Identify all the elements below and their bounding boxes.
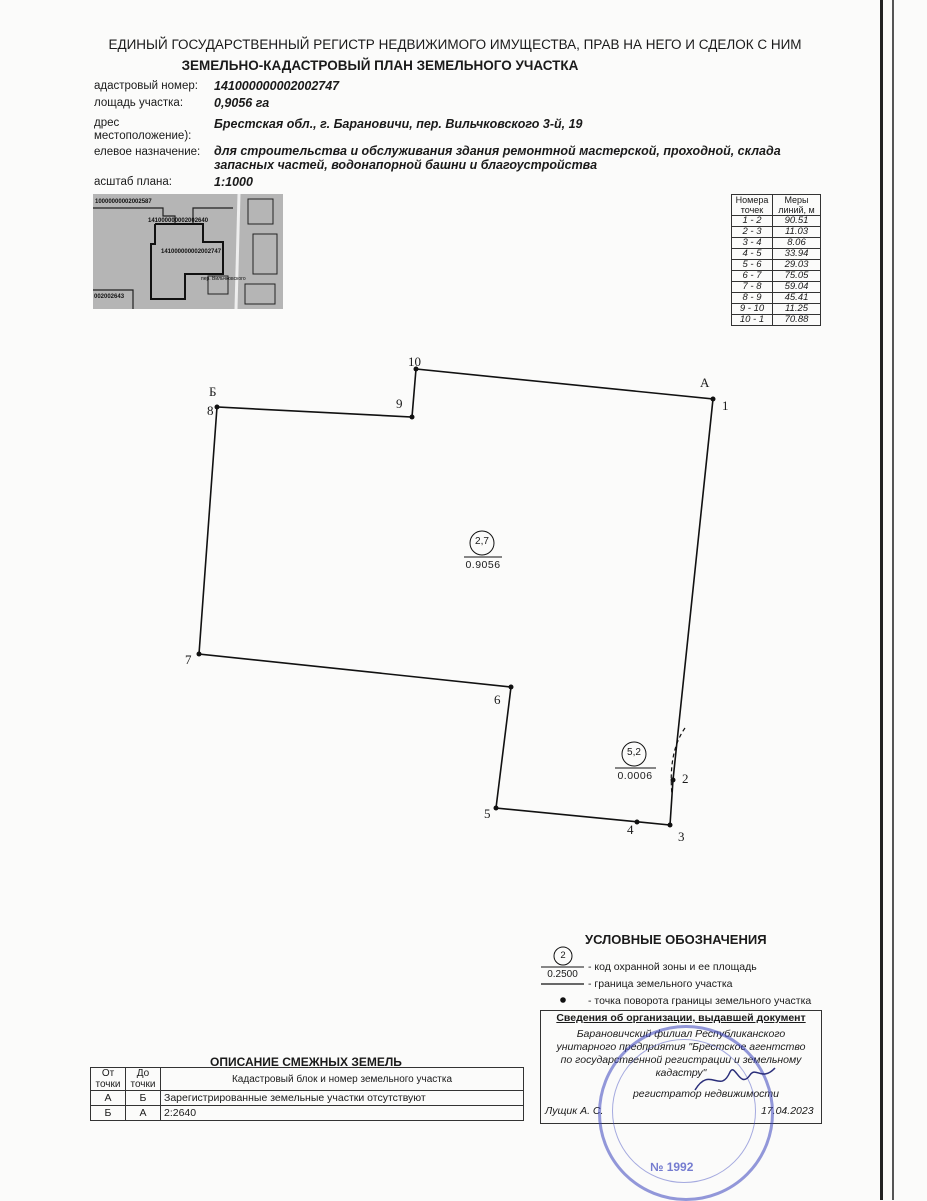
zone-main-code: 2,7	[475, 536, 489, 547]
point-label-3: 3	[678, 829, 685, 844]
length-cell: 45.41	[773, 293, 821, 304]
cadastral-number-value: 141000000002002747	[214, 79, 340, 93]
scale-label: асштаб плана:	[94, 176, 172, 188]
col-header-to: До точки	[126, 1068, 161, 1091]
point-label-8: 8	[207, 403, 214, 418]
points-cell: 10 - 1	[732, 315, 773, 326]
point-label-4: 4	[627, 822, 634, 837]
length-cell: 11.03	[773, 227, 821, 238]
purpose-value-cont: запасных частей, водонапорной башни и благоустройства	[214, 158, 598, 172]
scale-value: 1:1000	[214, 175, 253, 189]
length-cell: 8.06	[773, 238, 821, 249]
address-label-cont: местоположение):	[94, 130, 192, 142]
cadastral-cell: Зарегистрированные земельные участки отсутствуют	[161, 1091, 524, 1106]
boundary-point	[635, 820, 640, 825]
length-cell: 33.94	[773, 249, 821, 260]
inset-label-street: пер. Вильчковского	[201, 276, 246, 282]
inset-label-subject: 141000000002002747	[161, 249, 222, 255]
stamp-number: № 1992	[650, 1160, 694, 1174]
point-label-7: 7	[185, 652, 192, 667]
org-line: по государственной регистрации и земельному	[560, 1054, 802, 1066]
zone-small-code: 5,2	[627, 747, 641, 758]
legend-point-text: - точка поворота границы земельного участка	[588, 995, 812, 1007]
col-header-points: Номера точек	[732, 195, 773, 216]
points-cell: 7 - 8	[732, 282, 773, 293]
to-cell: А	[126, 1106, 161, 1121]
inset-label: 002002643	[94, 294, 125, 300]
point-label-9: 9	[396, 396, 403, 411]
cadastral-cell: 2:2640	[161, 1106, 524, 1121]
points-cell: 9 - 10	[732, 304, 773, 315]
registrar-role: регистратор недвижимости	[632, 1088, 780, 1100]
col-header-lengths: Меры линий, м	[773, 195, 821, 216]
inset-label: 141000000002002640	[148, 218, 209, 224]
zone-main-area: 0.9056	[465, 559, 501, 571]
points-cell: 5 - 6	[732, 260, 773, 271]
points-cell: 6 - 7	[732, 271, 773, 282]
adjacent-header-row	[91, 1068, 524, 1091]
table-row	[91, 1091, 524, 1106]
col-header-from: От точки	[91, 1068, 126, 1091]
adjacent-lands-title: ОПИСАНИЕ СМЕЖНЫХ ЗЕМЕЛЬ	[210, 1055, 402, 1069]
points-cell: 3 - 4	[732, 238, 773, 249]
adjacent-lands-table	[90, 1067, 524, 1121]
table-row	[91, 1106, 524, 1121]
area-label: лощадь участка:	[94, 97, 184, 109]
point-label-2: 2	[682, 771, 689, 786]
boundary-point	[671, 778, 676, 783]
legend-zone-text: - код охранной зоны и ее площадь	[588, 961, 757, 973]
letter-b-label: Б	[209, 384, 217, 399]
boundary-point	[197, 652, 202, 657]
issue-date: 17.04.2023	[761, 1105, 814, 1117]
registry-title: ЕДИНЫЙ ГОСУДАРСТВЕННЫЙ РЕГИСТР НЕДВИЖИМОГО ИМУЩЕСТВА, ПРАВ НА НЕГО И СДЕЛОК С НИМ	[108, 37, 802, 52]
letter-a-label: А	[700, 375, 710, 390]
points-cell: 4 - 5	[732, 249, 773, 260]
cadastral-number-label: адастровый номер:	[94, 80, 198, 92]
points-cell: 1 - 2	[732, 216, 773, 227]
purpose-label: елевое назначение:	[94, 146, 201, 158]
boundary-point	[410, 415, 415, 420]
registrar-name: Лущик А. С.	[545, 1105, 604, 1117]
boundary-point	[509, 685, 514, 690]
from-cell: Б	[91, 1106, 126, 1121]
legend-boundary-text: - граница земельного участка	[588, 978, 733, 990]
to-cell: Б	[126, 1091, 161, 1106]
point-label-5: 5	[484, 806, 491, 821]
address-label: дрес	[94, 117, 120, 129]
boundary-point	[711, 397, 716, 402]
org-line: Барановичский филиал Республиканского	[576, 1028, 786, 1040]
boundary-point	[494, 806, 499, 811]
org-box-title: Сведения об организации, выдавшей документ	[556, 1012, 806, 1024]
length-cell: 90.51	[773, 216, 821, 227]
length-cell: 59.04	[773, 282, 821, 293]
inset-label: 10000000002002587	[95, 199, 152, 205]
boundary-point	[215, 405, 220, 410]
area-value: 0,9056 га	[214, 96, 270, 110]
from-cell: А	[91, 1091, 126, 1106]
col-header-cadastral: Кадастровый блок и номер земельного участка	[161, 1068, 524, 1091]
length-cell: 70.88	[773, 315, 821, 326]
points-cell: 8 - 9	[732, 293, 773, 304]
length-cell: 29.03	[773, 260, 821, 271]
length-cell: 11.25	[773, 304, 821, 315]
legend-sample-code: 2	[560, 950, 566, 961]
boundary-point	[668, 823, 673, 828]
registrar-signature	[690, 1060, 780, 1100]
purpose-value: для строительства и обслуживания здания ремонтной мастерской, проходной, склада	[214, 144, 781, 158]
org-line: унитарного предприятия "Брестское агентство	[556, 1041, 806, 1053]
legend-sample-area: 0.2500	[547, 969, 578, 980]
legend-title: УСЛОВНЫЕ ОБОЗНАЧЕНИЯ	[585, 932, 767, 947]
boundary-points	[197, 367, 716, 828]
document-title: ЗЕМЕЛЬНО-КАДАСТРОВЫЙ ПЛАН ЗЕМЕЛЬНОГО УЧАСТКА	[181, 58, 579, 73]
zone-small-area: 0.0006	[617, 770, 653, 782]
length-cell: 75.05	[773, 271, 821, 282]
point-label-10: 10	[408, 354, 421, 369]
point-label-6: 6	[494, 692, 501, 707]
org-line: кадастру"	[655, 1067, 707, 1079]
address-value: Брестская обл., г. Барановичи, пер. Вильчковского 3-й, 19	[214, 117, 583, 131]
points-cell: 2 - 3	[732, 227, 773, 238]
point-label-1: 1	[722, 398, 729, 413]
